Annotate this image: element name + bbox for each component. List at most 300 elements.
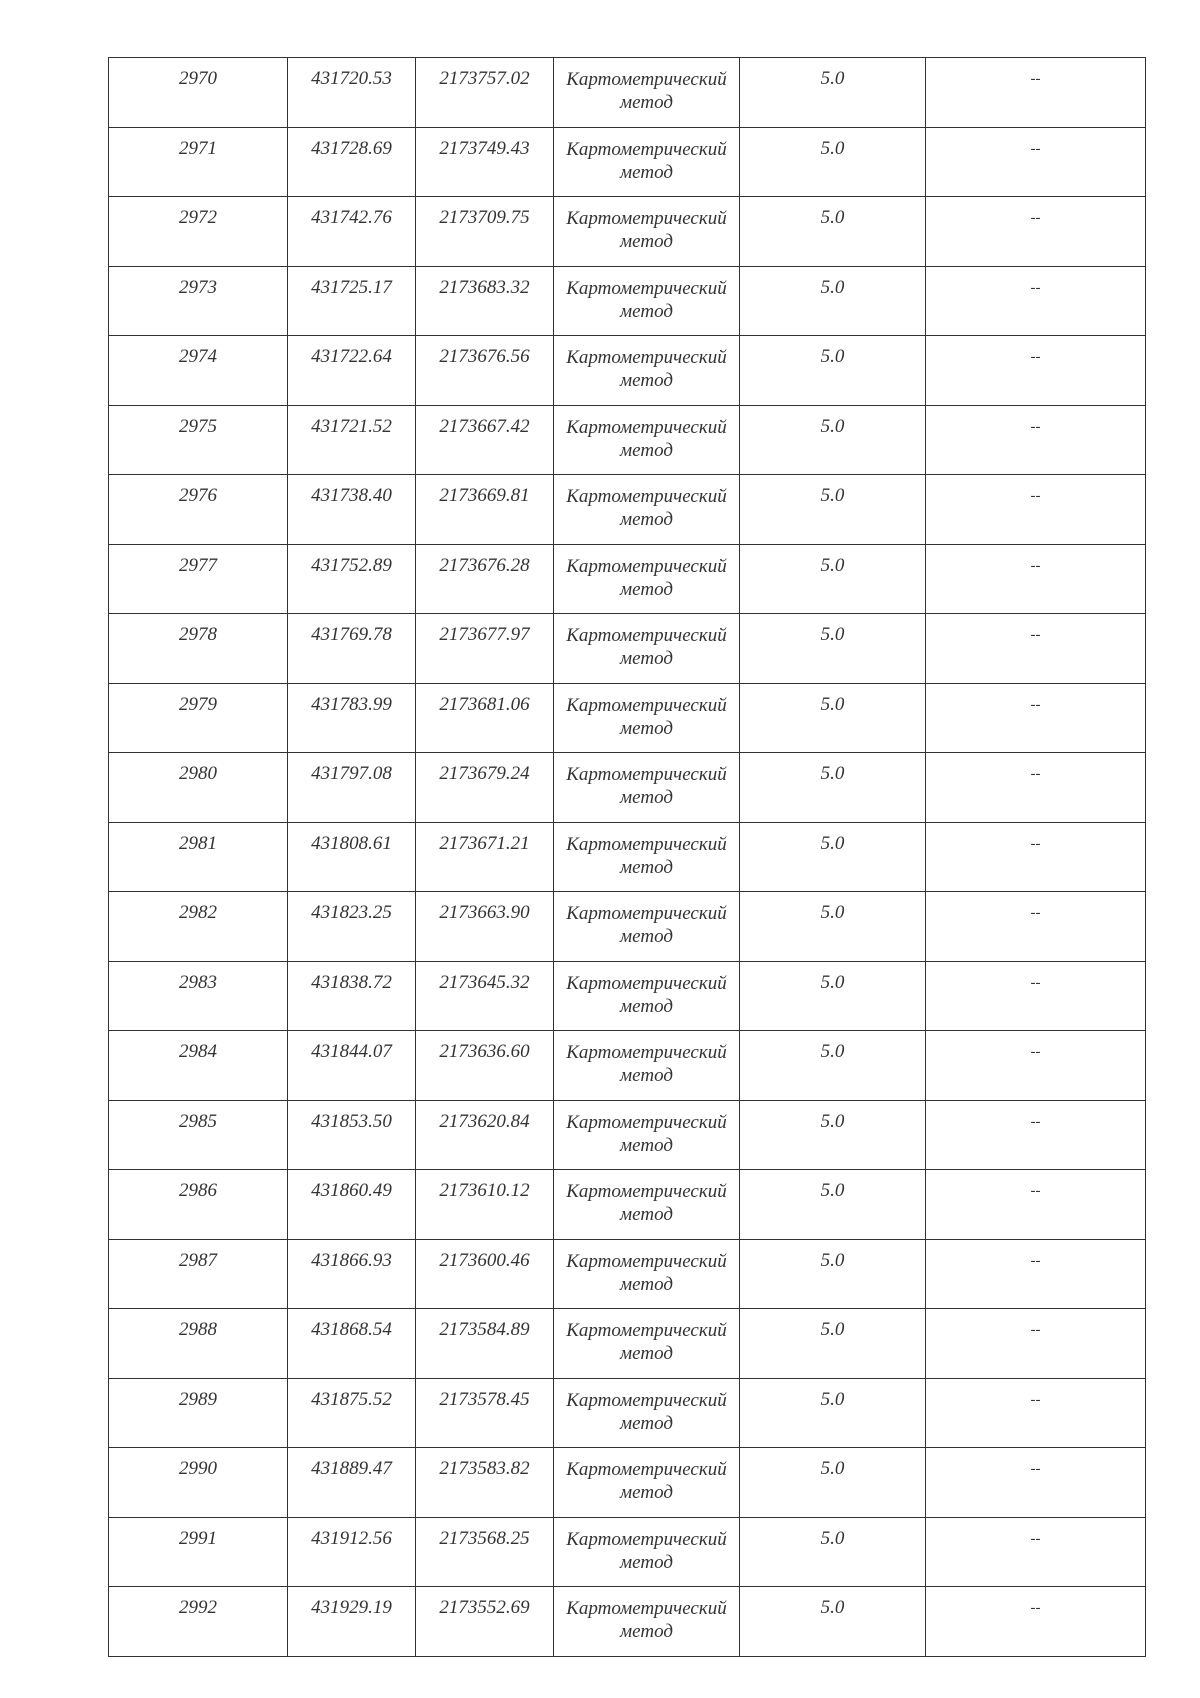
note-value: -- [1030, 1322, 1041, 1338]
x-coordinate-cell [288, 1170, 416, 1240]
accuracy-value: 5.0 [820, 276, 845, 298]
accuracy-cell [740, 1239, 926, 1309]
y-coordinate-cell [416, 683, 554, 753]
point-number: 2976 [179, 485, 217, 506]
note-cell [926, 266, 1146, 336]
accuracy-value: 5.0 [820, 624, 845, 645]
method-cell [554, 58, 740, 128]
y-coordinate-cell [416, 127, 554, 197]
y-coordinate: 2173583.82 [439, 1458, 530, 1479]
method-text [554, 128, 739, 184]
method-line-2: метод [620, 787, 673, 808]
accuracy-cell [740, 822, 926, 892]
table-row [109, 1448, 1146, 1518]
x-coordinate-cell [288, 127, 416, 197]
point-number: 2985 [179, 1110, 217, 1132]
method-line-2: метод [620, 1343, 673, 1364]
point-number-cell [109, 475, 288, 545]
accuracy-value: 5.0 [820, 902, 845, 923]
x-coordinate-cell [288, 405, 416, 475]
method-text [554, 1448, 739, 1504]
method-text [554, 1170, 739, 1226]
x-coordinate: 431866.93 [311, 1249, 392, 1271]
y-coordinate: 2173757.02 [439, 68, 530, 89]
note-cell [926, 822, 1146, 892]
method-line-2: метод [620, 995, 673, 1017]
point-number: 2979 [179, 693, 217, 715]
y-coordinate-cell [416, 1309, 554, 1379]
note-cell [926, 1170, 1146, 1240]
method-line-1: Картометрический [566, 208, 727, 229]
point-number: 2987 [179, 1249, 217, 1271]
method-text [554, 58, 739, 114]
point-number: 2984 [179, 1041, 217, 1062]
method-line-1: Картометрический [566, 555, 727, 577]
accuracy-cell [740, 1031, 926, 1101]
x-coordinate: 431720.53 [311, 68, 392, 89]
method-line-2: метод [620, 1273, 673, 1295]
y-coordinate: 2173676.28 [439, 554, 530, 576]
x-coordinate: 431929.19 [311, 1597, 392, 1618]
accuracy-value: 5.0 [820, 137, 845, 159]
method-cell [554, 266, 740, 336]
note-cell [926, 1239, 1146, 1309]
note-value: -- [1030, 1183, 1041, 1199]
point-number: 2975 [179, 415, 217, 437]
note-value: -- [1030, 1461, 1041, 1477]
y-coordinate: 2173584.89 [439, 1319, 530, 1340]
x-coordinate: 431860.49 [311, 1180, 392, 1201]
x-coordinate-cell [288, 614, 416, 684]
method-line-2: метод [620, 1621, 673, 1642]
accuracy-value: 5.0 [820, 1388, 845, 1410]
method-cell [554, 127, 740, 197]
method-text [554, 267, 739, 323]
table-row [109, 1170, 1146, 1240]
x-coordinate: 431721.52 [311, 415, 392, 437]
point-number-cell [109, 753, 288, 823]
accuracy-value: 5.0 [820, 971, 845, 993]
note-cell [926, 753, 1146, 823]
point-number: 2991 [179, 1527, 217, 1549]
accuracy-cell [740, 1309, 926, 1379]
x-coordinate: 431752.89 [311, 554, 392, 576]
note-value: -- [1030, 1530, 1041, 1547]
y-coordinate-cell [416, 1517, 554, 1587]
method-text [554, 1240, 739, 1296]
x-coordinate-cell [288, 1587, 416, 1657]
point-number-cell [109, 1448, 288, 1518]
accuracy-cell [740, 58, 926, 128]
note-cell [926, 127, 1146, 197]
point-number-cell [109, 822, 288, 892]
x-coordinate: 431725.17 [311, 276, 392, 298]
x-coordinate-cell [288, 58, 416, 128]
accuracy-value: 5.0 [820, 554, 845, 576]
point-number-cell [109, 961, 288, 1031]
x-coordinate: 431738.40 [311, 485, 392, 506]
note-cell [926, 336, 1146, 406]
y-coordinate-cell [416, 336, 554, 406]
method-text [554, 406, 739, 462]
note-value: -- [1030, 71, 1041, 87]
method-cell [554, 1170, 740, 1240]
y-coordinate-cell [416, 58, 554, 128]
accuracy-cell [740, 266, 926, 336]
method-line-2: метод [620, 1204, 673, 1225]
point-number-cell [109, 1587, 288, 1657]
y-coordinate: 2173676.56 [439, 346, 530, 367]
method-line-1: Картометрический [566, 972, 727, 994]
method-line-2: метод [620, 92, 673, 113]
coordinates-document [108, 57, 1145, 1657]
table-row [109, 753, 1146, 823]
method-text [554, 1379, 739, 1435]
x-coordinate: 431783.99 [311, 693, 392, 715]
table-row [109, 1378, 1146, 1448]
method-line-2: метод [620, 1482, 673, 1503]
method-cell [554, 683, 740, 753]
method-line-1: Картометрический [566, 1042, 727, 1063]
accuracy-value: 5.0 [820, 1458, 845, 1479]
coordinates-table-body [109, 58, 1146, 1657]
x-coordinate-cell [288, 961, 416, 1031]
accuracy-value: 5.0 [820, 1110, 845, 1132]
accuracy-value: 5.0 [820, 485, 845, 506]
accuracy-cell [740, 1517, 926, 1587]
point-number: 2977 [179, 554, 217, 576]
y-coordinate: 2173677.97 [439, 624, 530, 645]
accuracy-cell [740, 405, 926, 475]
y-coordinate: 2173610.12 [439, 1180, 530, 1201]
x-coordinate-cell [288, 197, 416, 267]
method-text [554, 1101, 739, 1157]
y-coordinate: 2173578.45 [439, 1388, 530, 1410]
table-row [109, 892, 1146, 962]
method-line-1: Картометрический [566, 277, 727, 299]
method-cell [554, 1031, 740, 1101]
accuracy-cell [740, 1100, 926, 1170]
y-coordinate: 2173681.06 [439, 693, 530, 715]
method-cell [554, 197, 740, 267]
accuracy-cell [740, 614, 926, 684]
y-coordinate: 2173683.32 [439, 276, 530, 298]
method-cell [554, 1239, 740, 1309]
x-coordinate-cell [288, 336, 416, 406]
method-cell [554, 961, 740, 1031]
point-number: 2990 [179, 1458, 217, 1479]
point-number-cell [109, 1378, 288, 1448]
note-value: -- [1030, 140, 1041, 157]
y-coordinate-cell [416, 1239, 554, 1309]
method-line-2: метод [620, 648, 673, 669]
y-coordinate: 2173636.60 [439, 1041, 530, 1062]
y-coordinate-cell [416, 197, 554, 267]
x-coordinate: 431769.78 [311, 624, 392, 645]
method-line-1: Картометрический [566, 833, 727, 855]
accuracy-cell [740, 544, 926, 614]
point-number-cell [109, 1170, 288, 1240]
y-coordinate-cell [416, 1170, 554, 1240]
accuracy-cell [740, 197, 926, 267]
y-coordinate: 2173679.24 [439, 763, 530, 784]
method-line-2: метод [620, 1412, 673, 1434]
point-number-cell [109, 1031, 288, 1101]
y-coordinate: 2173663.90 [439, 902, 530, 923]
method-cell [554, 1378, 740, 1448]
note-cell [926, 1448, 1146, 1518]
method-text [554, 1587, 739, 1643]
method-text [554, 1031, 739, 1087]
x-coordinate: 431808.61 [311, 832, 392, 854]
note-cell [926, 961, 1146, 1031]
y-coordinate-cell [416, 614, 554, 684]
x-coordinate-cell [288, 753, 416, 823]
accuracy-value: 5.0 [820, 68, 845, 89]
y-coordinate: 2173620.84 [439, 1110, 530, 1132]
note-cell [926, 58, 1146, 128]
method-line-1: Картометрический [566, 69, 727, 90]
coordinates-table [108, 57, 1146, 1657]
method-line-2: метод [620, 231, 673, 252]
method-line-2: метод [620, 1551, 673, 1573]
method-cell [554, 336, 740, 406]
y-coordinate: 2173568.25 [439, 1527, 530, 1549]
note-value: -- [1030, 557, 1041, 574]
method-line-2: метод [620, 300, 673, 322]
x-coordinate: 431853.50 [311, 1110, 392, 1132]
method-line-1: Картометрический [566, 1459, 727, 1480]
table-row [109, 1031, 1146, 1101]
note-cell [926, 1378, 1146, 1448]
table-row [109, 58, 1146, 128]
x-coordinate-cell [288, 822, 416, 892]
table-row [109, 614, 1146, 684]
note-value: -- [1030, 696, 1041, 713]
method-text [554, 823, 739, 879]
x-coordinate: 431875.52 [311, 1388, 392, 1410]
method-line-2: метод [620, 161, 673, 183]
note-value: -- [1030, 1044, 1041, 1060]
point-number: 2971 [179, 137, 217, 159]
method-line-1: Картометрический [566, 1389, 727, 1411]
accuracy-value: 5.0 [820, 832, 845, 854]
x-coordinate-cell [288, 892, 416, 962]
y-coordinate-cell [416, 961, 554, 1031]
method-cell [554, 1448, 740, 1518]
x-coordinate: 431912.56 [311, 1527, 392, 1549]
x-coordinate-cell [288, 475, 416, 545]
point-number-cell [109, 197, 288, 267]
accuracy-value: 5.0 [820, 415, 845, 437]
method-line-1: Картометрический [566, 1111, 727, 1133]
note-cell [926, 614, 1146, 684]
y-coordinate: 2173552.69 [439, 1597, 530, 1618]
accuracy-cell [740, 892, 926, 962]
note-value: -- [1030, 210, 1041, 226]
table-row [109, 1239, 1146, 1309]
accuracy-cell [740, 753, 926, 823]
accuracy-value: 5.0 [820, 693, 845, 715]
table-row [109, 197, 1146, 267]
point-number-cell [109, 58, 288, 128]
method-line-2: метод [620, 370, 673, 391]
method-line-1: Картометрический [566, 1528, 727, 1550]
y-coordinate-cell [416, 405, 554, 475]
x-coordinate-cell [288, 266, 416, 336]
x-coordinate: 431838.72 [311, 971, 392, 993]
method-line-2: метод [620, 1134, 673, 1156]
note-value: -- [1030, 766, 1041, 782]
point-number-cell [109, 614, 288, 684]
accuracy-cell [740, 1378, 926, 1448]
x-coordinate: 431844.07 [311, 1041, 392, 1062]
accuracy-value: 5.0 [820, 1319, 845, 1340]
point-number: 2974 [179, 346, 217, 367]
note-cell [926, 1031, 1146, 1101]
accuracy-value: 5.0 [820, 1041, 845, 1062]
method-text [554, 962, 739, 1018]
method-line-2: метод [620, 717, 673, 739]
method-line-1: Картометрический [566, 903, 727, 924]
y-coordinate-cell [416, 266, 554, 336]
x-coordinate-cell [288, 1239, 416, 1309]
note-cell [926, 544, 1146, 614]
point-number-cell [109, 1239, 288, 1309]
accuracy-value: 5.0 [820, 1527, 845, 1549]
point-number: 2970 [179, 68, 217, 89]
method-cell [554, 1517, 740, 1587]
method-cell [554, 614, 740, 684]
accuracy-cell [740, 961, 926, 1031]
point-number: 2980 [179, 763, 217, 784]
note-cell [926, 683, 1146, 753]
point-number: 2978 [179, 624, 217, 645]
method-cell [554, 1100, 740, 1170]
point-number-cell [109, 892, 288, 962]
method-line-1: Картометрический [566, 138, 727, 160]
method-line-2: метод [620, 578, 673, 600]
point-number-cell [109, 1309, 288, 1379]
accuracy-cell [740, 475, 926, 545]
accuracy-cell [740, 1587, 926, 1657]
note-cell [926, 475, 1146, 545]
x-coordinate-cell [288, 544, 416, 614]
method-text [554, 684, 739, 740]
point-number-cell [109, 336, 288, 406]
table-row [109, 961, 1146, 1031]
accuracy-cell [740, 336, 926, 406]
method-text [554, 475, 739, 531]
note-cell [926, 1309, 1146, 1379]
point-number: 2983 [179, 971, 217, 993]
point-number-cell [109, 405, 288, 475]
accuracy-value: 5.0 [820, 346, 845, 367]
point-number-cell [109, 1517, 288, 1587]
method-line-1: Картометрический [566, 347, 727, 368]
y-coordinate-cell [416, 753, 554, 823]
table-row [109, 127, 1146, 197]
method-line-2: метод [620, 856, 673, 878]
method-line-2: метод [620, 926, 673, 947]
x-coordinate: 431728.69 [311, 137, 392, 159]
point-number: 2981 [179, 832, 217, 854]
y-coordinate: 2173667.42 [439, 415, 530, 437]
point-number: 2972 [179, 207, 217, 228]
note-value: -- [1030, 974, 1041, 991]
method-text [554, 753, 739, 809]
point-number: 2982 [179, 902, 217, 923]
method-cell [554, 892, 740, 962]
method-text [554, 892, 739, 948]
point-number-cell [109, 544, 288, 614]
note-cell [926, 405, 1146, 475]
y-coordinate-cell [416, 1031, 554, 1101]
point-number-cell [109, 1100, 288, 1170]
point-number-cell [109, 266, 288, 336]
y-coordinate-cell [416, 544, 554, 614]
point-number: 2992 [179, 1597, 217, 1618]
x-coordinate: 431797.08 [311, 763, 392, 784]
y-coordinate: 2173671.21 [439, 832, 530, 854]
x-coordinate-cell [288, 1448, 416, 1518]
y-coordinate-cell [416, 1448, 554, 1518]
y-coordinate-cell [416, 1587, 554, 1657]
method-cell [554, 544, 740, 614]
x-coordinate-cell [288, 1100, 416, 1170]
note-cell [926, 892, 1146, 962]
note-value: -- [1030, 1600, 1041, 1616]
method-cell [554, 1587, 740, 1657]
method-text [554, 614, 739, 670]
note-cell [926, 1587, 1146, 1657]
table-row [109, 683, 1146, 753]
table-row [109, 544, 1146, 614]
note-cell [926, 1517, 1146, 1587]
y-coordinate: 2173645.32 [439, 971, 530, 993]
point-number: 2989 [179, 1388, 217, 1410]
accuracy-cell [740, 1448, 926, 1518]
x-coordinate-cell [288, 683, 416, 753]
y-coordinate: 2173600.46 [439, 1249, 530, 1271]
table-row [109, 475, 1146, 545]
note-value: -- [1030, 835, 1041, 852]
method-line-1: Картометрический [566, 1598, 727, 1619]
table-row [109, 1100, 1146, 1170]
table-row [109, 1309, 1146, 1379]
table-row [109, 336, 1146, 406]
method-line-1: Картометрический [566, 486, 727, 507]
table-row [109, 1587, 1146, 1657]
note-value: -- [1030, 1252, 1041, 1269]
y-coordinate-cell [416, 1378, 554, 1448]
x-coordinate: 431823.25 [311, 902, 392, 923]
x-coordinate-cell [288, 1517, 416, 1587]
note-value: -- [1030, 1391, 1041, 1408]
method-line-2: метод [620, 439, 673, 461]
method-cell [554, 822, 740, 892]
y-coordinate: 2173669.81 [439, 485, 530, 506]
method-text [554, 1518, 739, 1574]
x-coordinate: 431889.47 [311, 1458, 392, 1479]
note-value: -- [1030, 418, 1041, 435]
method-text [554, 1309, 739, 1365]
point-number: 2988 [179, 1319, 217, 1340]
method-cell [554, 1309, 740, 1379]
method-line-2: метод [620, 509, 673, 530]
note-cell [926, 1100, 1146, 1170]
method-line-1: Картометрический [566, 764, 727, 785]
